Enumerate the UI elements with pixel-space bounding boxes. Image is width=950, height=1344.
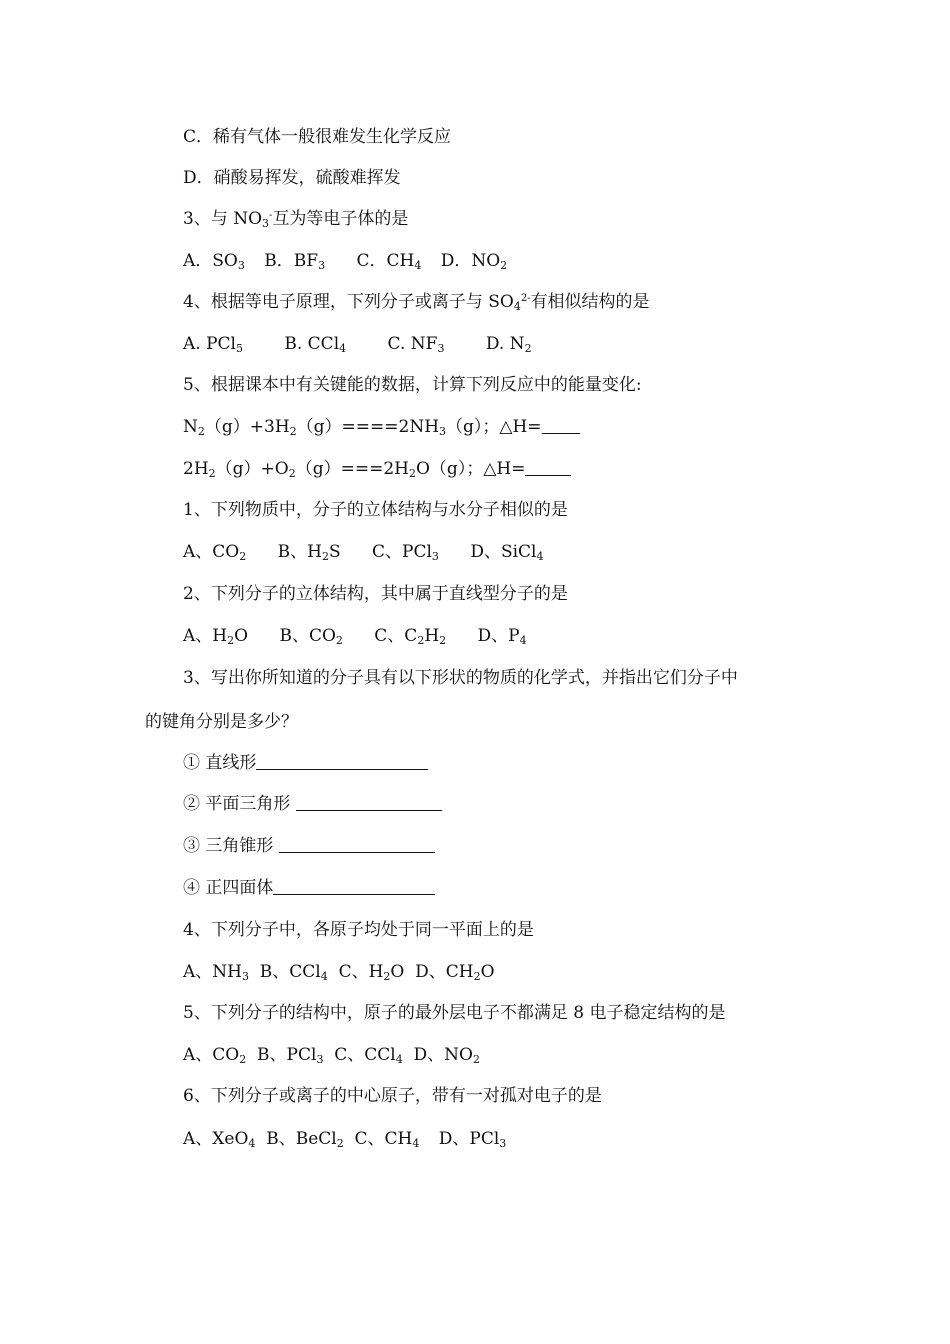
formula-part: （g）====2NH — [296, 417, 440, 437]
subscript: 3 — [437, 342, 445, 355]
shape-label: ④ 正四面体 — [183, 878, 274, 898]
subscript: 4 — [513, 300, 521, 313]
stem-text: 5、根据课本中有关键能的数据，计算下列反应中的能量变化: — [183, 375, 642, 395]
option-b: B、CO — [279, 626, 336, 646]
option-b: B、CCl — [259, 962, 321, 982]
option-d: D、P — [477, 626, 520, 646]
subscript: 2 — [473, 970, 481, 983]
question-4-stem — [183, 292, 650, 312]
option-d: D、SiCl — [470, 542, 537, 562]
subscript: 2 — [239, 1053, 247, 1066]
superscript: - — [269, 210, 273, 221]
question-2-stem — [183, 584, 568, 604]
question-5b-options — [183, 1045, 480, 1065]
shape-label: ① 直线形 — [183, 753, 257, 773]
subscript: 2 — [439, 634, 447, 647]
reaction-1 — [183, 417, 580, 437]
option-c: C、PCl — [372, 542, 432, 562]
subscript: 3 — [262, 217, 270, 230]
option-text: D．硝酸易挥发，硫酸难挥发 — [183, 168, 401, 188]
formula-part: N — [183, 417, 198, 437]
question-3-stem — [183, 209, 408, 229]
option-b-tail: S — [328, 542, 341, 562]
answer-blank — [525, 459, 571, 476]
option-d: D．NO — [440, 251, 501, 271]
question-2-options — [183, 626, 527, 646]
option-c: C．CH — [356, 251, 415, 271]
subscript: 2 — [335, 634, 343, 647]
shape-tetrahedral — [183, 878, 435, 898]
stem-text: 3、写出你所知道的分子具有以下形状的物质的化学式，并指出它们分子中 — [183, 668, 738, 688]
question-5-stem — [183, 375, 642, 395]
option-a: A. PCl — [183, 334, 236, 354]
shape-trigonal-pyramidal — [183, 836, 435, 856]
subscript: 4 — [320, 970, 328, 983]
subscript: 3 — [499, 1137, 507, 1150]
shape-label: ③ 三角锥形 — [183, 836, 274, 856]
option-a: A、NH — [183, 962, 242, 982]
option-a: A、CO — [183, 542, 240, 562]
option-a-tail: O — [234, 626, 249, 646]
option-a: A、CO — [183, 1045, 240, 1065]
option-d-line — [183, 168, 401, 188]
subscript: 4 — [395, 1053, 403, 1066]
answer-blank — [296, 794, 442, 811]
option-b: B．BF — [264, 251, 319, 271]
formula-part: （g）+3H — [204, 417, 290, 437]
subscript: 4 — [536, 550, 544, 563]
option-b: B. CCl — [284, 334, 340, 354]
stem-text: 2、下列分子的立体结构，其中属于直线型分子的是 — [183, 584, 568, 604]
option-b: B、PCl — [257, 1045, 317, 1065]
option-c: C. NF — [387, 334, 438, 354]
option-a: A、H — [183, 626, 228, 646]
stem-text: 1、下列物质中，分子的立体结构与水分子相似的是 — [183, 500, 568, 520]
subscript: 2 — [288, 467, 296, 480]
subscript: 4 — [519, 634, 527, 647]
option-c-tail: O — [390, 962, 405, 982]
subscript: 2 — [289, 425, 297, 438]
subscript: 2 — [524, 342, 532, 355]
option-c: C、H — [338, 962, 384, 982]
subscript: 2 — [321, 550, 329, 563]
subscript: 2 — [500, 259, 508, 272]
option-b: B、H — [277, 542, 322, 562]
option-d: D. N — [485, 334, 525, 354]
question-1-stem — [183, 500, 568, 520]
option-a: A．SO — [183, 251, 238, 271]
shape-trigonal-planar — [183, 794, 442, 814]
answer-blank — [273, 878, 435, 895]
formula-part: （g）+O — [215, 459, 289, 479]
subscript: 4 — [412, 1137, 420, 1150]
subscript: 4 — [414, 259, 422, 272]
subscript: 2 — [409, 467, 416, 480]
question-6-stem — [183, 1086, 602, 1106]
option-d: D、PCl — [438, 1129, 500, 1149]
subscript: 2 — [239, 550, 247, 563]
option-c: C、C — [374, 626, 418, 646]
question-6-options — [183, 1129, 506, 1149]
superscript: 2- — [520, 293, 531, 304]
subscript: 3 — [318, 259, 326, 272]
stem-text: 互为等电子体的是 — [272, 209, 409, 229]
option-b: B、BeCl — [266, 1129, 337, 1149]
question-3b-stem — [183, 668, 738, 688]
answer-blank — [542, 417, 580, 434]
subscript: 2 — [336, 1137, 344, 1150]
stem-text: 的键角分别是多少？ — [145, 712, 298, 732]
subscript: 3 — [316, 1053, 324, 1066]
shape-linear — [183, 753, 428, 773]
question-3b-stem-cont — [145, 712, 298, 732]
question-5b-stem — [183, 1003, 725, 1023]
subscript: 2 — [208, 467, 216, 480]
option-c: C、CCl — [334, 1045, 396, 1065]
formula-part: （g）；△H= — [446, 417, 542, 437]
option-text: C．稀有气体一般很难发生化学反应 — [183, 127, 452, 147]
subscript: 4 — [339, 342, 347, 355]
stem-text: 3、与 NO — [183, 209, 263, 229]
subscript: 2 — [383, 970, 391, 983]
shape-label: ② 平面三角形 — [183, 794, 291, 814]
subscript: 2 — [197, 425, 205, 438]
subscript: 2 — [227, 634, 235, 647]
reaction-2 — [183, 459, 571, 479]
stem-text: 有相似结构的是 — [530, 292, 650, 312]
subscript: 3 — [241, 970, 249, 983]
option-a: A、XeO — [183, 1129, 249, 1149]
option-d: D、CH — [415, 962, 474, 982]
subscript: 3 — [431, 550, 439, 563]
option-c: C、CH — [354, 1129, 413, 1149]
answer-blank — [279, 836, 435, 853]
stem-text: 6、下列分子或离子的中心原子，带有一对孤对电子的是 — [183, 1086, 602, 1106]
question-1-options — [183, 542, 544, 562]
option-c-tail: H — [424, 626, 440, 646]
subscript: 4 — [248, 1137, 256, 1150]
question-4b-stem — [183, 920, 534, 940]
formula-part: 2H — [183, 459, 209, 479]
formula-part: O（g）；△H= — [416, 459, 526, 479]
subscript: 3 — [237, 259, 245, 272]
option-c-line — [183, 127, 451, 147]
option-d-tail: O — [480, 962, 495, 982]
subscript: 3 — [439, 425, 447, 438]
question-3-options — [183, 251, 507, 271]
question-4b-options — [183, 962, 495, 982]
option-d: D、NO — [413, 1045, 473, 1065]
subscript: 2 — [417, 634, 425, 647]
subscript: 2 — [472, 1053, 480, 1066]
answer-blank — [256, 753, 428, 770]
question-4-options — [183, 334, 532, 354]
formula-part: （g）===2H — [295, 459, 409, 479]
stem-text: 4、下列分子中，各原子均处于同一平面上的是 — [183, 920, 534, 940]
stem-text: 4、根据等电子原理，下列分子或离子与 SO — [183, 292, 514, 312]
subscript: 5 — [235, 342, 243, 355]
stem-text: 5、下列分子的结构中，原子的最外层电子不都满足 8 电子稳定结构的是 — [183, 1003, 726, 1023]
